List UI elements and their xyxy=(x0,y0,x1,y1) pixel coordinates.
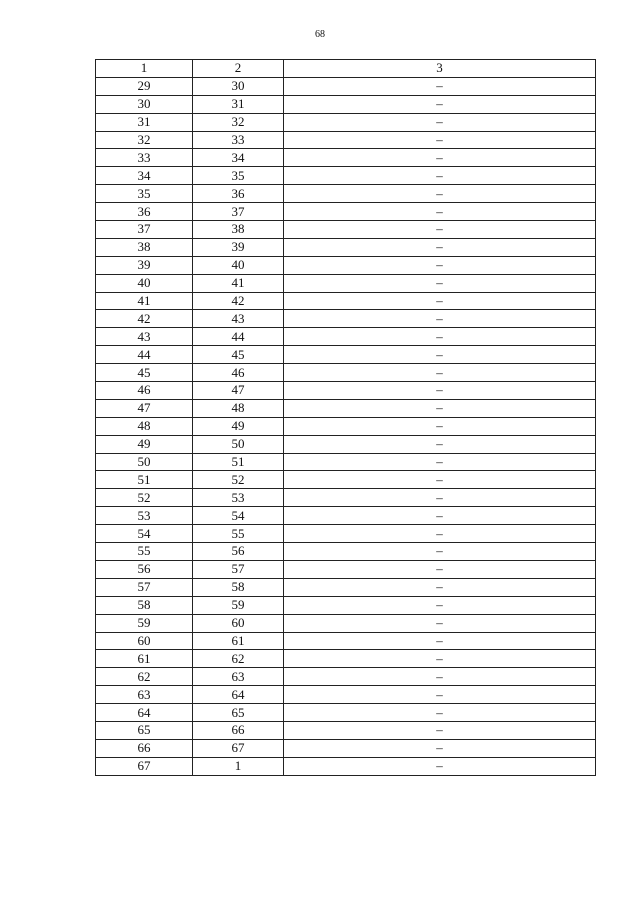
table-cell-col1: 40 xyxy=(96,274,193,292)
table-cell-col3: – xyxy=(284,185,596,203)
table-cell-col2: 53 xyxy=(193,489,284,507)
table-cell-col3: – xyxy=(284,95,596,113)
table-cell-col3: – xyxy=(284,328,596,346)
table-cell-col1: 36 xyxy=(96,203,193,221)
table-cell-col1: 57 xyxy=(96,578,193,596)
table-cell-col3: – xyxy=(284,113,596,131)
table-cell-col2: 51 xyxy=(193,453,284,471)
table-cell-col3: – xyxy=(284,560,596,578)
table-row xyxy=(96,346,596,364)
table-cell-col1: 53 xyxy=(96,507,193,525)
table-cell-col2: 30 xyxy=(193,77,284,95)
table-row xyxy=(96,203,596,221)
table-cell-col3: – xyxy=(284,310,596,328)
table-cell-col3: – xyxy=(284,149,596,167)
table-cell-col2: 46 xyxy=(193,364,284,382)
table-cell-col1: 43 xyxy=(96,328,193,346)
table-cell-col1: 56 xyxy=(96,560,193,578)
table-cell-col2: 63 xyxy=(193,668,284,686)
table-cell-col1: 35 xyxy=(96,185,193,203)
table-cell-col3: – xyxy=(284,435,596,453)
table-row xyxy=(96,596,596,614)
table-row xyxy=(96,632,596,650)
table-cell-col2: 36 xyxy=(193,185,284,203)
table-cell-col3: – xyxy=(284,471,596,489)
table-cell-col3: – xyxy=(284,489,596,507)
table-cell-col3: – xyxy=(284,417,596,435)
table-cell-col1: 49 xyxy=(96,435,193,453)
data-table xyxy=(95,59,596,776)
table-cell-col2: 49 xyxy=(193,417,284,435)
table-cell-col2: 35 xyxy=(193,167,284,185)
table-row xyxy=(96,310,596,328)
table-cell-col2: 59 xyxy=(193,596,284,614)
table-cell-col1: 32 xyxy=(96,131,193,149)
table-row xyxy=(96,364,596,382)
table-cell-col1: 50 xyxy=(96,453,193,471)
table-cell-col1: 30 xyxy=(96,95,193,113)
table-cell-col2: 64 xyxy=(193,686,284,704)
table-cell-col3: – xyxy=(284,77,596,95)
table-cell-col2: 65 xyxy=(193,704,284,722)
table-cell-col2: 54 xyxy=(193,507,284,525)
table-cell-col2: 67 xyxy=(193,739,284,757)
table-cell-col1: 41 xyxy=(96,292,193,310)
table-cell-col2: 44 xyxy=(193,328,284,346)
table-cell-col2: 31 xyxy=(193,95,284,113)
table-row xyxy=(96,543,596,561)
table-cell-col3: – xyxy=(284,221,596,239)
table-cell-col3: – xyxy=(284,686,596,704)
table-cell-col1: 37 xyxy=(96,221,193,239)
table-row xyxy=(96,525,596,543)
table-row xyxy=(96,77,596,95)
table-row xyxy=(96,668,596,686)
table-cell-col3: – xyxy=(284,632,596,650)
table-cell-col3: – xyxy=(284,167,596,185)
table-cell-col1: 62 xyxy=(96,668,193,686)
table-cell-col2: 61 xyxy=(193,632,284,650)
table-cell-col1: 54 xyxy=(96,525,193,543)
table-cell-col2: 34 xyxy=(193,149,284,167)
table-cell-col3: – xyxy=(284,596,596,614)
table-cell-col1: 66 xyxy=(96,739,193,757)
table-cell-col1: 29 xyxy=(96,77,193,95)
table-cell-col3: – xyxy=(284,525,596,543)
column-header-1: 1 xyxy=(96,60,193,78)
table-cell-col2: 57 xyxy=(193,560,284,578)
table-row xyxy=(96,328,596,346)
table-cell-col2: 58 xyxy=(193,578,284,596)
table-row xyxy=(96,113,596,131)
table-cell-col1: 58 xyxy=(96,596,193,614)
table-cell-col1: 67 xyxy=(96,757,193,775)
table-cell-col2: 48 xyxy=(193,399,284,417)
table-cell-col1: 31 xyxy=(96,113,193,131)
table-cell-col2: 52 xyxy=(193,471,284,489)
table-row xyxy=(96,167,596,185)
table-cell-col3: – xyxy=(284,382,596,400)
table-cell-col3: – xyxy=(284,614,596,632)
table-cell-col2: 45 xyxy=(193,346,284,364)
table-cell-col2: 1 xyxy=(193,757,284,775)
table-row xyxy=(96,721,596,739)
column-header-3: 3 xyxy=(284,60,596,78)
table-cell-col1: 59 xyxy=(96,614,193,632)
table-cell-col1: 51 xyxy=(96,471,193,489)
table-cell-col1: 42 xyxy=(96,310,193,328)
table-cell-col2: 38 xyxy=(193,221,284,239)
table-cell-col1: 65 xyxy=(96,721,193,739)
table-cell-col1: 44 xyxy=(96,346,193,364)
table-body xyxy=(96,77,596,775)
table-row xyxy=(96,453,596,471)
table-cell-col3: – xyxy=(284,399,596,417)
table-row xyxy=(96,382,596,400)
table-row xyxy=(96,185,596,203)
table-cell-col3: – xyxy=(284,650,596,668)
table-cell-col2: 50 xyxy=(193,435,284,453)
table-cell-col1: 55 xyxy=(96,543,193,561)
table-row xyxy=(96,274,596,292)
table-row xyxy=(96,489,596,507)
page-number: 68 xyxy=(315,29,325,40)
table-cell-col2: 40 xyxy=(193,256,284,274)
table-row xyxy=(96,435,596,453)
table-row xyxy=(96,471,596,489)
table-cell-col1: 47 xyxy=(96,399,193,417)
table-row xyxy=(96,238,596,256)
table-cell-col2: 42 xyxy=(193,292,284,310)
table-cell-col3: – xyxy=(284,256,596,274)
table-cell-col3: – xyxy=(284,238,596,256)
table-cell-col1: 52 xyxy=(96,489,193,507)
table-row xyxy=(96,399,596,417)
table-cell-col1: 33 xyxy=(96,149,193,167)
table-row xyxy=(96,650,596,668)
table-row xyxy=(96,686,596,704)
table-cell-col1: 46 xyxy=(96,382,193,400)
table-cell-col1: 45 xyxy=(96,364,193,382)
table-row xyxy=(96,560,596,578)
table-row xyxy=(96,95,596,113)
table-cell-col1: 60 xyxy=(96,632,193,650)
table-cell-col2: 55 xyxy=(193,525,284,543)
table-cell-col2: 56 xyxy=(193,543,284,561)
table-cell-col2: 33 xyxy=(193,131,284,149)
column-header-2: 2 xyxy=(193,60,284,78)
table-row xyxy=(96,578,596,596)
table-cell-col3: – xyxy=(284,292,596,310)
table-cell-col3: – xyxy=(284,274,596,292)
table-cell-col3: – xyxy=(284,757,596,775)
table-cell-col1: 38 xyxy=(96,238,193,256)
table-header-row xyxy=(96,60,596,78)
table-cell-col3: – xyxy=(284,739,596,757)
table-row xyxy=(96,507,596,525)
table-cell-col1: 34 xyxy=(96,167,193,185)
table-cell-col1: 64 xyxy=(96,704,193,722)
table-cell-col1: 39 xyxy=(96,256,193,274)
table-cell-col1: 61 xyxy=(96,650,193,668)
table-cell-col3: – xyxy=(284,131,596,149)
table-cell-col3: – xyxy=(284,364,596,382)
table-cell-col3: – xyxy=(284,578,596,596)
table-cell-col2: 37 xyxy=(193,203,284,221)
table-cell-col2: 32 xyxy=(193,113,284,131)
table-cell-col3: – xyxy=(284,543,596,561)
table-row xyxy=(96,739,596,757)
table-row xyxy=(96,704,596,722)
table-cell-col2: 60 xyxy=(193,614,284,632)
table-cell-col2: 66 xyxy=(193,721,284,739)
table-cell-col3: – xyxy=(284,668,596,686)
table-cell-col3: – xyxy=(284,721,596,739)
table-row xyxy=(96,757,596,775)
table-cell-col2: 62 xyxy=(193,650,284,668)
table-cell-col3: – xyxy=(284,507,596,525)
table-cell-col2: 39 xyxy=(193,238,284,256)
table-cell-col3: – xyxy=(284,704,596,722)
table-cell-col2: 41 xyxy=(193,274,284,292)
table-cell-col3: – xyxy=(284,203,596,221)
table-row xyxy=(96,417,596,435)
table-row xyxy=(96,149,596,167)
table-cell-col3: – xyxy=(284,453,596,471)
table-row xyxy=(96,614,596,632)
table-cell-col2: 47 xyxy=(193,382,284,400)
table-row xyxy=(96,292,596,310)
table-cell-col2: 43 xyxy=(193,310,284,328)
table-row xyxy=(96,256,596,274)
table-row xyxy=(96,131,596,149)
table-cell-col1: 48 xyxy=(96,417,193,435)
table-cell-col3: – xyxy=(284,346,596,364)
table-row xyxy=(96,221,596,239)
table-cell-col1: 63 xyxy=(96,686,193,704)
